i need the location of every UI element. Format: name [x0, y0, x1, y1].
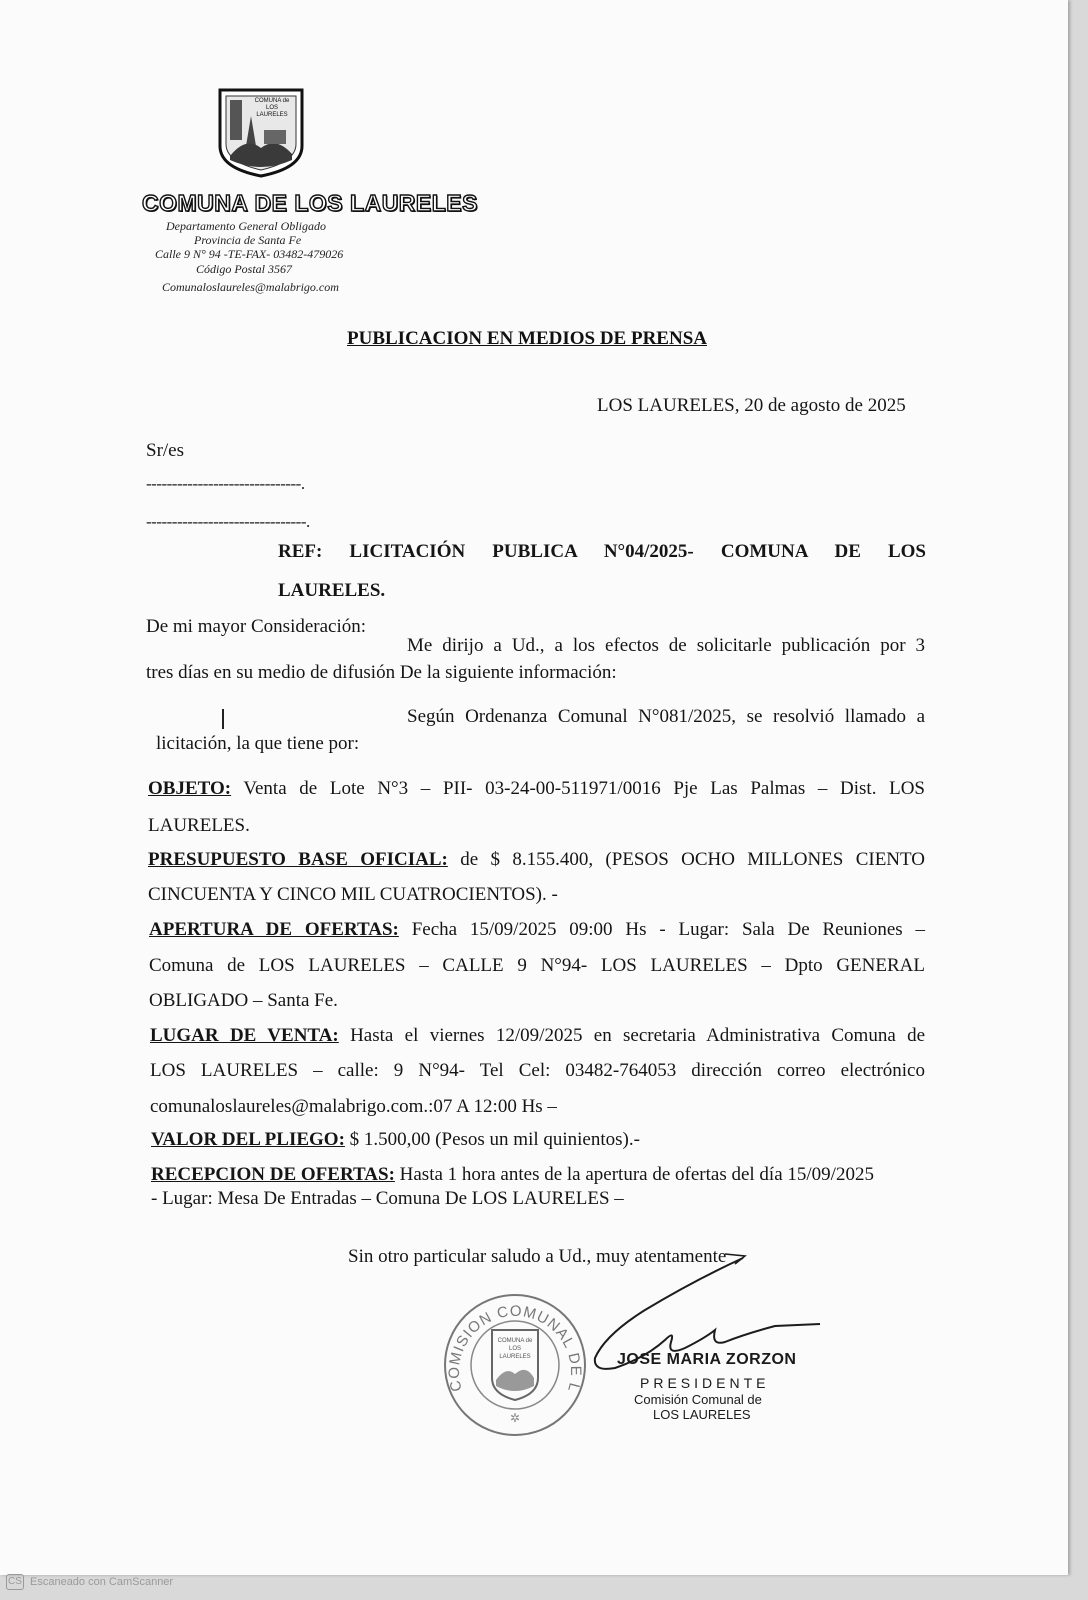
letterhead-address: Calle 9 N° 94 -TE-FAX- 03482-479026: [155, 247, 344, 261]
signer-org-line-2: LOS LAURELES: [653, 1407, 751, 1422]
official-seal: [440, 1290, 590, 1440]
objeto-line-1: [148, 778, 925, 800]
svg-text:LOS: LOS: [265, 105, 279, 111]
valor-pliego-line: [151, 1129, 640, 1151]
apertura-line-1: [149, 919, 925, 941]
apertura-line-2: Comuna de LOS LAURELES – CALLE 9 N°94- LOS LAURELES – Dpto GENERAL: [149, 955, 925, 976]
letterhead-province: Provincia de Santa Fe: [194, 233, 302, 247]
ordinance-line-2: licitación, la que tiene por:: [156, 733, 360, 754]
presupuesto-line-2: CINCUENTA Y CINCO MIL CUATROCIENTOS). -: [148, 884, 558, 905]
valor-pliego-label: VALOR DEL PLIEGO:: [151, 1129, 345, 1150]
camscanner-icon: CS: [6, 1574, 24, 1590]
brand-name: COMUNA DE LOS LAURELES: [142, 190, 478, 216]
recipient-line-2: -------------------------------.: [146, 512, 310, 531]
closing-text: Sin otro particular saludo a Ud., muy atentamente: [348, 1246, 727, 1267]
objeto-label: OBJETO:: [148, 778, 232, 799]
lugar-venta-label: LUGAR DE VENTA:: [150, 1025, 339, 1046]
objeto-text: Venta de Lote N°3 – PII- 03-24-00-511971/0016 Pje Las Palmas – Dist. LOS: [243, 778, 925, 799]
reference-line-1: REF: LICITACIÓN PUBLICA N°04/2025- COMUNA DE LOS: [278, 541, 926, 562]
signer-name: JOSE MARIA ZORZON: [617, 1351, 797, 1368]
recepcion-line-2: - Lugar: Mesa De Entradas – Comuna De LOS LAURELES –: [151, 1188, 624, 1209]
intro-line-1: Me dirijo a Ud., a los efectos de solicitarle publicación por 3: [407, 635, 925, 656]
letterhead-postal: Código Postal 3567: [196, 262, 293, 276]
svg-text:LOS: LOS: [508, 1346, 522, 1352]
lugar-venta-line-1: [150, 1025, 925, 1047]
svg-text:COMUNA de: COMUNA de: [497, 1338, 533, 1344]
recipient-line-1: ------------------------------.: [146, 474, 305, 493]
ordinance-line-1: Según Ordenanza Comunal N°081/2025, se resolvió llamado a: [407, 706, 925, 727]
commune-logo: [216, 86, 306, 178]
presupuesto-label: PRESUPUESTO BASE OFICIAL:: [148, 849, 448, 870]
camscanner-text: Escaneado con CamScanner: [30, 1575, 174, 1588]
svg-text:✲: ✲: [509, 1411, 521, 1425]
letterhead-email: Comunaloslaureles@malabrigo.com: [162, 280, 339, 294]
recipient-salutation: Sr/es: [146, 440, 184, 461]
valor-pliego-text: $ 1.500,00 (Pesos un mil quinientos).-: [349, 1129, 640, 1150]
letterhead-department: Departamento General Obligado: [166, 219, 326, 233]
objeto-line-2: LAURELES.: [148, 815, 250, 836]
signer-role: PRESIDENTE: [640, 1375, 770, 1391]
apertura-label: APERTURA DE OFERTAS:: [149, 919, 399, 940]
lugar-venta-text: Hasta el viernes 12/09/2025 en secretaria Administrativa Comuna de: [350, 1025, 926, 1046]
intro-line-2: tres días en su medio de difusión De la siguiente información:: [146, 662, 617, 683]
presupuesto-text: de $ 8.155.400, (PESOS OCHO MILLONES CIENTO: [460, 849, 925, 870]
signer-org-line-1: Comisión Comunal de: [634, 1392, 762, 1407]
greeting: De mi mayor Consideración:: [146, 616, 367, 637]
reference-line-2: LAURELES.: [278, 580, 386, 601]
recepcion-text: Hasta 1 hora antes de la apertura de ofertas del día 15/09/2025: [399, 1164, 874, 1185]
recepcion-line-1: [151, 1164, 874, 1186]
svg-text:COMUNA de: COMUNA de: [254, 98, 290, 104]
lugar-venta-line-2: LOS LAURELES – calle: 9 N°94- Tel Cel: 03482-764053 dirección correo electrónico: [150, 1060, 925, 1081]
apertura-text: Fecha 15/09/2025 09:00 Hs - Lugar: Sala De Reuniones –: [411, 919, 925, 940]
apertura-line-3: OBLIGADO – Santa Fe.: [149, 990, 338, 1011]
text-cursor-mark: [222, 709, 224, 729]
svg-text:COMISION COMUNAL DE LOS LAUREL: COMISION COMUNAL DE L: [445, 1302, 585, 1395]
place-date: LOS LAURELES, 20 de agosto de 2025: [597, 395, 906, 416]
svg-text:LAURELES: LAURELES: [256, 112, 288, 118]
recepcion-label: RECEPCION DE OFERTAS:: [151, 1164, 395, 1185]
camscanner-footer: [6, 1574, 173, 1590]
document-title: PUBLICACION EN MEDIOS DE PRENSA: [347, 328, 707, 349]
lugar-venta-line-3: comunaloslaureles@malabrigo.com.:07 A 12:00 Hs –: [150, 1096, 557, 1117]
svg-text:LAURELES: LAURELES: [499, 1354, 531, 1360]
presupuesto-line-1: [148, 849, 925, 871]
